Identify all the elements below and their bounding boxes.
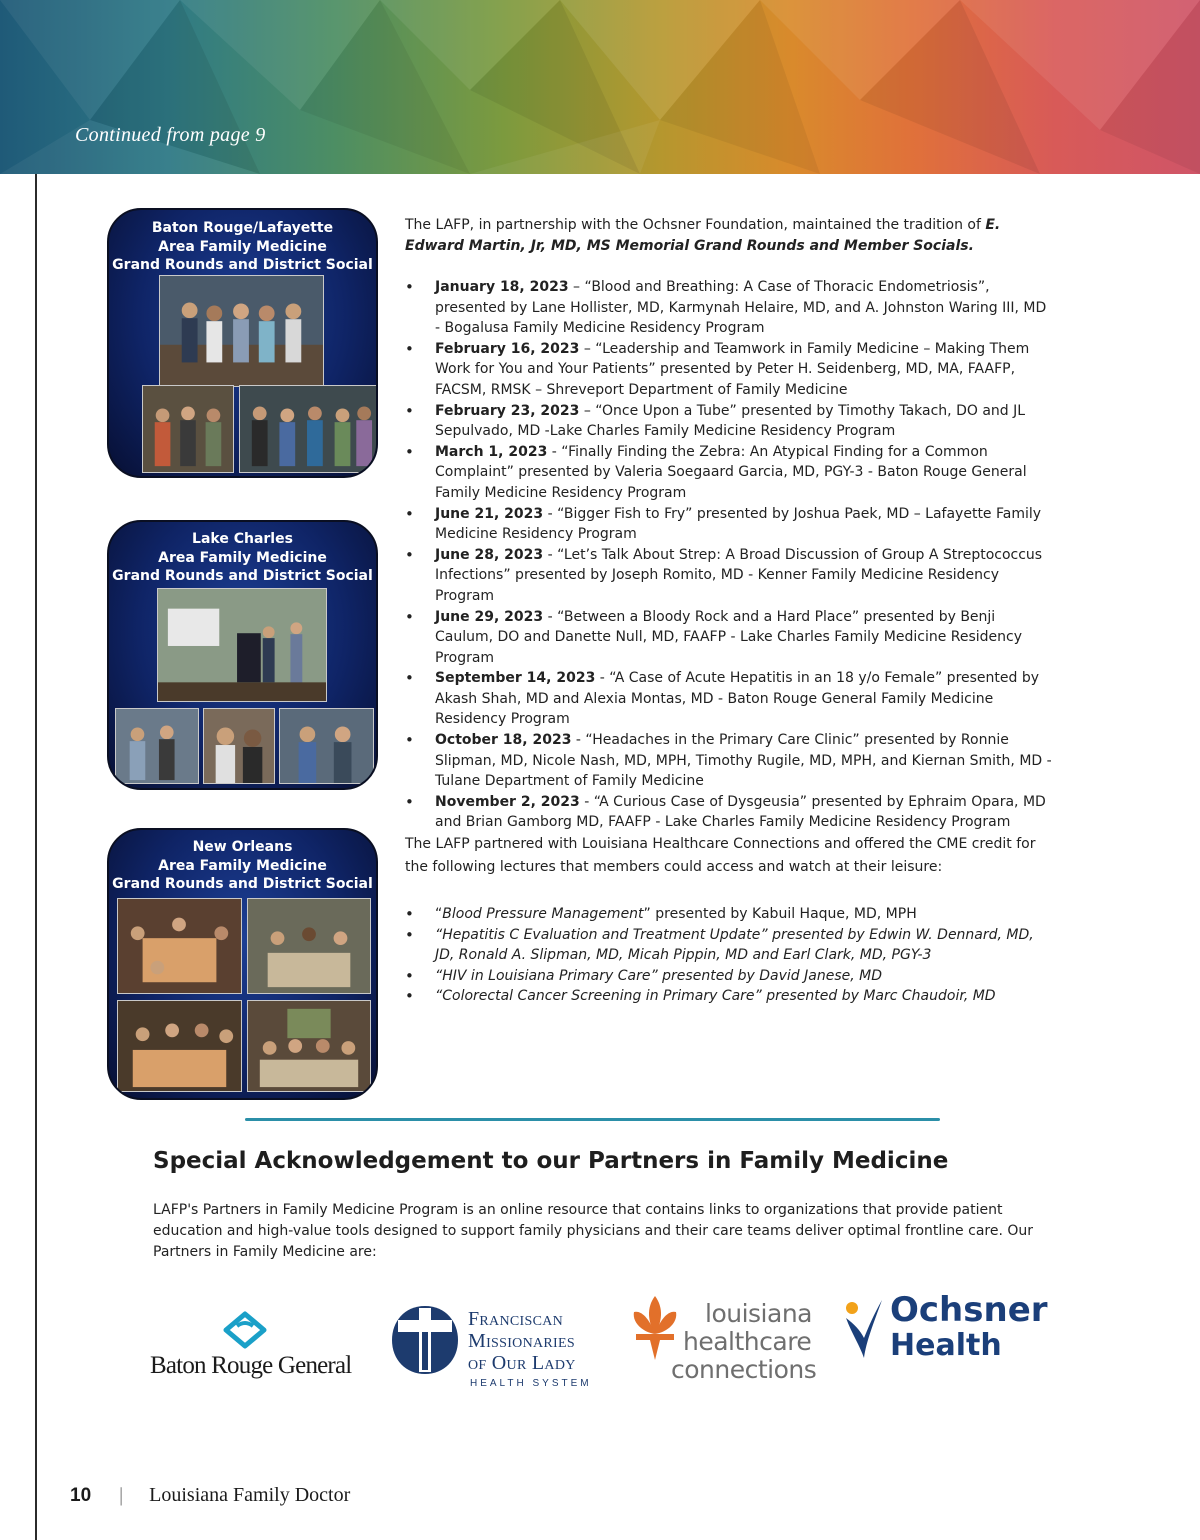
panel-title-line: Area Family Medicine <box>158 857 327 874</box>
list-item <box>405 925 1055 966</box>
list-item <box>405 668 1055 730</box>
list-item <box>405 339 1055 401</box>
intro-text: The LAFP, in partnership with the Ochsner Foundation, maintained the tradition of <box>405 217 986 233</box>
dinner-photo <box>247 1000 371 1092</box>
left-margin-rule <box>35 174 37 1540</box>
list-item <box>405 986 1055 1007</box>
panel-title <box>109 838 376 894</box>
group-photo <box>239 385 377 473</box>
lecture-title: “HIV in Louisiana Primary Care” presented by David Janese, MD <box>435 967 882 984</box>
panel-title-line: Grand Rounds and District Social <box>112 257 373 273</box>
event-text: - “Headaches in the Primary Care Clinic” presented by Ronnie Slipman, MD, Nicole Nash, MD, MPH, Timothy Rugile, MD, MPH, and Kiernan Smith, MD - Tulane Department of Family Medicine <box>435 732 1052 790</box>
continued-label: Continued from page 9 <box>75 124 266 146</box>
panel-title-line: Area Family Medicine <box>158 549 327 566</box>
event-text: – “Blood and Breathing: A Case of Thoracic Endometriosis”, presented by Lane Hollister, MD, Karmynah Helaire, MD, and A. Johnston Waring III, MD - Bogalusa Family Medicine Residency Program <box>435 279 1047 337</box>
event-text: - “Bigger Fish to Fry” presented by Joshua Paek, MD – Lafayette Family Medicine Residency Program <box>435 505 1042 543</box>
list-item <box>405 607 1055 669</box>
event-text: - “A Curious Case of Dysgeusia” presented by Ephraim Opara, MD and Brian Gamborg MD, FAAFP - Lake Charles Family Medicine Residency Program <box>435 793 1046 831</box>
group-photo <box>142 385 234 473</box>
list-item <box>405 442 1055 504</box>
list-item <box>405 277 1055 339</box>
panel-title <box>109 530 376 586</box>
section-divider <box>245 1118 940 1121</box>
ochsner-line: Health <box>890 1328 1002 1363</box>
grand-rounds-list <box>405 277 1055 833</box>
event-date: September 14, 2023 <box>435 670 596 687</box>
event-text: - “Finally Finding the Zebra: An Atypical Finding for a Common Complaint” presented by Valeria Soegaard Garcia, MD, PGY-3 - Baton Rouge General Family Medicine Residency Program <box>435 443 1027 501</box>
lecture-title: Blood Pressure Management <box>442 906 644 922</box>
cme-lectures-list <box>405 904 1055 1007</box>
event-date: October 18, 2023 <box>435 732 572 749</box>
event-date: June 29, 2023 <box>435 608 544 625</box>
list-item <box>405 904 1055 925</box>
brg-name: Baton Rouge General <box>150 1352 352 1379</box>
intro-emphasis: E. Edward Martin, Jr, MD, MS Memorial Grand Rounds and Member Socials. <box>405 217 1001 254</box>
list-item <box>405 504 1055 545</box>
heart-diamond-icon <box>220 1310 270 1350</box>
fml-name <box>468 1308 576 1374</box>
fml-subtitle: HEALTH SYSTEM <box>470 1378 592 1389</box>
event-text: - “Between a Bloody Rock and a Hard Place” presented by Benji Caulum, DO and Danette Null, MD, FAAFP - Lake Charles Family Medicine Residency Program <box>435 608 1023 666</box>
footer-separator: | <box>119 1484 124 1506</box>
event-text: – “Once Upon a Tube” presented by Timothy Takach, DO and JL Sepulvado, MD -Lake Charles Family Medicine Residency Program <box>435 402 1026 440</box>
list-item <box>405 401 1055 442</box>
acknowledgement-heading: Special Acknowledgement to our Partners in Family Medicine <box>153 1148 949 1174</box>
cme-paragraph: The LAFP partnered with Louisiana Healthcare Connections and offered the CME credit for the following lectures that members could access and watch at their leisure: <box>405 836 1036 875</box>
event-date: March 1, 2023 <box>435 443 548 460</box>
list-item <box>405 730 1055 792</box>
lhc-line: healthcare <box>683 1327 812 1356</box>
ochsner-line: Ochsner <box>890 1290 1048 1330</box>
ochsner-health-logo <box>842 1292 1057 1372</box>
page-footer <box>70 1484 350 1507</box>
dinner-photo <box>117 898 242 994</box>
group-photo <box>115 708 199 784</box>
intro-paragraph <box>405 215 1055 256</box>
ochsner-figure-icon <box>842 1294 886 1360</box>
header-banner <box>0 0 1200 174</box>
event-date: June 21, 2023 <box>435 505 544 522</box>
banner-geometric-pattern <box>0 0 1200 174</box>
list-item <box>405 966 1055 987</box>
group-photo <box>203 708 275 784</box>
cross-emblem-icon <box>388 1302 462 1378</box>
fml-line: Missionaries <box>468 1330 575 1352</box>
panel-title-line: Area Family Medicine <box>158 238 327 255</box>
dinner-photo <box>247 898 371 994</box>
photo-panel-baton-rouge <box>107 208 378 478</box>
lecture-title: “Hepatitis C Evaluation and Treatment Update” presented by Edwin W. Dennard, MD, JD, Ronald A. Slipman, MD, Micah Pippin, MD and Earl Clark, MD, PGY-3 <box>435 926 1034 964</box>
lecture-presenter: ” presented by Kabuil Haque, MD, MPH <box>643 906 917 922</box>
event-text: - “A Case of Acute Hepatitis in an 18 y/o Female” presented by Akash Shah, MD and Alexia Montas, MD - Baton Rouge General Family Medicine Residency Program <box>435 670 1040 728</box>
photo-panel-new-orleans <box>107 828 378 1100</box>
event-date: June 28, 2023 <box>435 546 544 563</box>
panel-title-line: Lake Charles <box>192 531 293 547</box>
event-text: – “Leadership and Teamwork in Family Medicine – Making Them Work for You and Your Patients” presented by Peter H. Seidenberg, MD, MA, FAAFP, FACSM, RMSK – Shreveport Department of Family Medicine <box>435 340 1030 398</box>
fml-line: Franciscan <box>468 1308 564 1330</box>
lecture-title: “Colorectal Cancer Screening in Primary Care” presented by Marc Chaudoir, MD <box>435 988 996 1005</box>
publication-name: Louisiana Family Doctor <box>149 1484 351 1506</box>
lecture-photo <box>157 588 327 702</box>
event-date: February 16, 2023 <box>435 340 580 357</box>
dinner-photo <box>117 1000 242 1092</box>
panel-title-line: Baton Rouge/Lafayette <box>151 220 334 236</box>
panel-title-line: Grand Rounds and District Social <box>112 568 373 584</box>
lhc-line: louisiana <box>705 1299 812 1328</box>
panel-title-line: Grand Rounds and District Social <box>112 876 373 892</box>
louisiana-healthcare-connections-logo <box>628 1292 818 1387</box>
list-item <box>405 545 1055 607</box>
ochsner-name <box>890 1292 1048 1364</box>
lecture-quote: “ <box>435 906 443 922</box>
event-text: - “Let’s Talk About Strep: A Broad Discussion of Group A Streptococcus Infections” presented by Joseph Romito, MD - Kenner Family Medicine Residency Program <box>435 546 1043 604</box>
lhc-line: connections <box>671 1355 817 1384</box>
fml-line: of Our Lady <box>468 1352 576 1374</box>
group-photo <box>159 275 324 387</box>
baton-rouge-general-logo <box>150 1310 352 1390</box>
acknowledgement-body: LAFP's Partners in Family Medicine Program is an online resource that contains links to organizations that provide patient education and high-value tools designed to support family physicians and their care teams deliver optimal frontline care. Our Partners in Family Medicine are: <box>153 1202 1034 1260</box>
group-photo <box>279 708 374 784</box>
franciscan-missionaries-logo <box>388 1302 603 1392</box>
lhc-name <box>671 1299 817 1384</box>
list-item <box>405 792 1055 833</box>
panel-title-line: New Orleans <box>192 839 293 855</box>
page-number: 10 <box>70 1485 92 1506</box>
event-date: January 18, 2023 <box>435 279 569 295</box>
photo-panel-lake-charles <box>107 520 378 790</box>
panel-title <box>109 219 376 275</box>
event-date: November 2, 2023 <box>435 793 580 810</box>
event-date: February 23, 2023 <box>435 402 580 419</box>
